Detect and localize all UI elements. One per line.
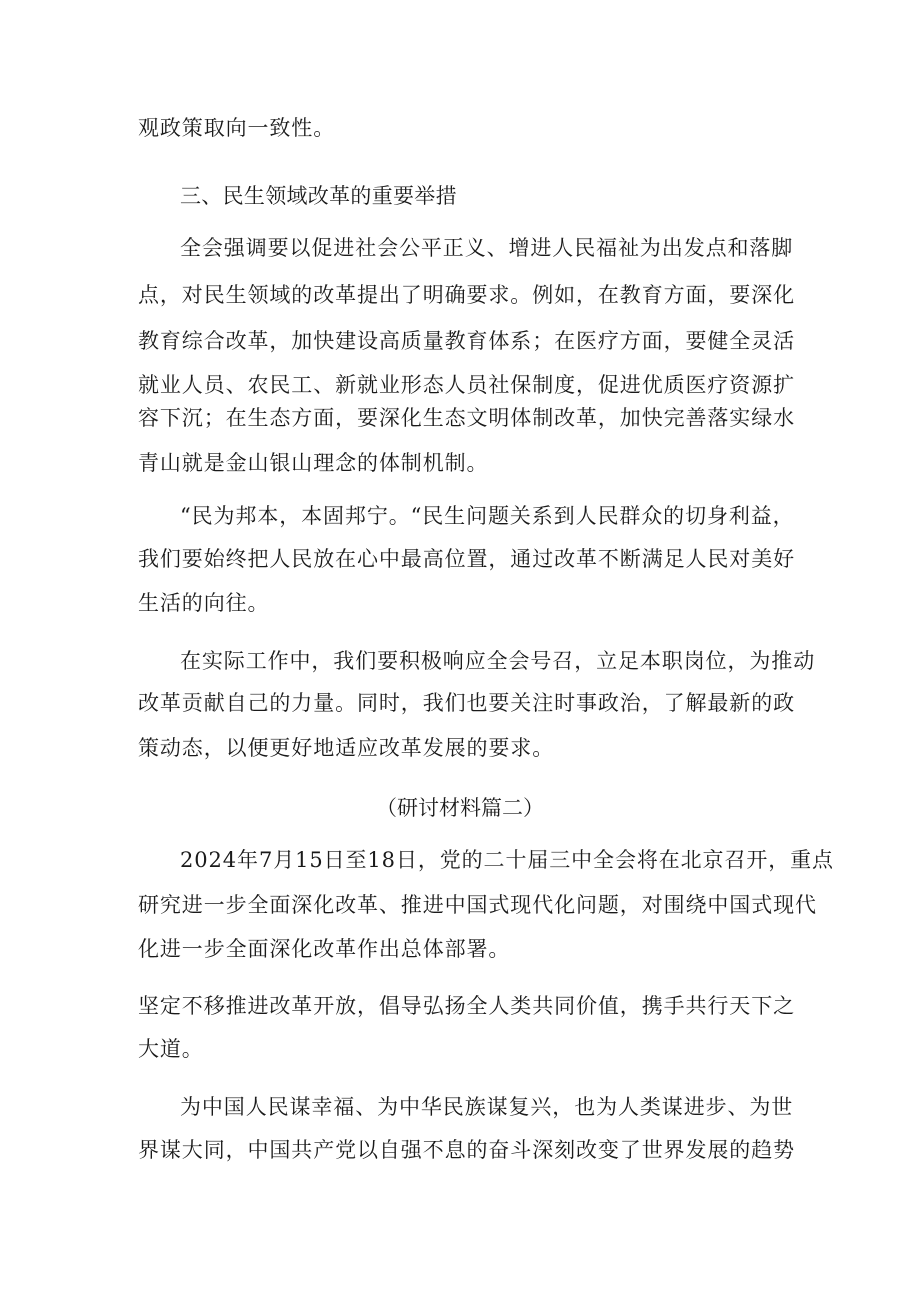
paragraph-1-line-4: 就业人员、农民工、新就业形态人员社保制度，促进优质医疗资源扩 [138, 373, 795, 397]
part-two-title: （研讨材料篇二） [376, 796, 544, 820]
paragraph-5-line-2: 大道。 [138, 1037, 204, 1061]
paragraph-3-line-1: 在实际工作中，我们要积极响应全会号召，立足本职岗位，为推动 [180, 649, 816, 673]
paragraph-6-line-2: 界谋大同，中国共产党以自强不息的奋斗深刻改变了世界发展的趋势 [138, 1138, 795, 1162]
paragraph-6-line-1: 为中国人民谋幸福、为中华民族谋复兴，也为人类谋进步、为世 [180, 1095, 794, 1119]
paragraph-1-line-2: 点，对民生领域的改革提出了明确要求。例如，在教育方面，要深化 [138, 283, 795, 307]
paragraph-3-line-3: 策动态，以便更好地适应改革发展的要求。 [138, 736, 555, 760]
paragraph-1-line-3: 教育综合改革，加快建设高质量教育体系；在医疗方面，要健全灵活 [138, 329, 795, 353]
paragraph-1-line-1: 全会强调要以促进社会公平正义、增进人民福祉为出发点和落脚 [180, 236, 794, 260]
paragraph-2-line-3: 生活的向往。 [138, 591, 270, 615]
paragraph-4-line-2: 研究进一步全面深化改革、推进中国式现代化问题，对围绕中国式现代 [138, 893, 817, 917]
paragraph-3-line-2: 改革贡献自己的力量。同时，我们也要关注时事政治，了解最新的政 [138, 691, 795, 715]
paragraph-2-line-2: 我们要始终把人民放在心中最高位置，通过改革不断满足人民对美好 [138, 547, 795, 571]
paragraph-2-line-1: “民为邦本，本固邦宁。“民生问题关系到人民群众的切身利益， [180, 504, 795, 528]
paragraph-4-line-3: 化进一步全面深化改革作出总体部署。 [138, 937, 511, 961]
section-three-heading: 三、民生领域改革的重要举措 [180, 184, 457, 208]
paragraph-1-line-6: 青山就是金山银山理念的体制机制。 [138, 451, 489, 475]
paragraph-0-line-1: 观政策取向一致性。 [138, 116, 336, 140]
paragraph-4-line-1: 2024年7月15日至18日，党的二十届三中全会将在北京召开，重点 [180, 848, 834, 872]
paragraph-5-line-1: 坚定不移推进改革开放，倡导弘扬全人类共同价值，携手共行天下之 [138, 994, 795, 1018]
paragraph-1-line-5: 容下沉；在生态方面，要深化生态文明体制改革，加快完善落实绿水 [138, 406, 795, 430]
